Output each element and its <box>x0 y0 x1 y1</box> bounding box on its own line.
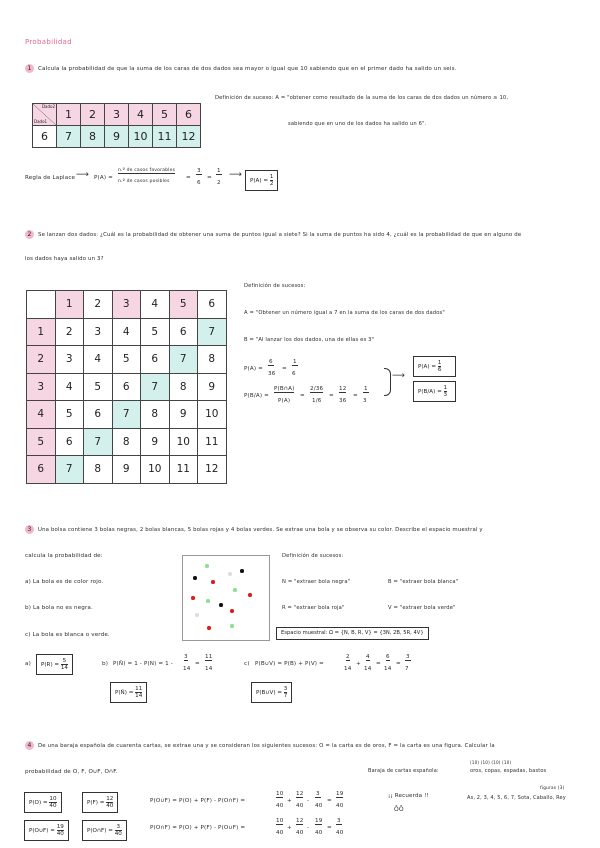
table-cell: 5 <box>112 346 141 374</box>
fraction-den: 7 <box>405 666 409 672</box>
table-corner-cell: Dado2 Dado1 <box>34 104 55 124</box>
figuras-label: figuras (3) <box>540 786 565 791</box>
fraction-num: 12 <box>339 386 347 392</box>
table-cell: 9 <box>112 456 141 484</box>
table-cell: 10 <box>169 428 198 456</box>
table-cell: 7 <box>141 373 170 401</box>
header-cell: 1 <box>57 104 81 126</box>
arrow-icon: ⟶ <box>76 170 89 180</box>
header-cell: 1 <box>55 291 84 319</box>
equals-sign: = <box>300 393 305 399</box>
table-cell: 8 <box>141 401 170 429</box>
table-cell: 12 <box>198 456 227 484</box>
black-ball <box>219 603 223 607</box>
table-cell: 8 <box>169 373 198 401</box>
problem-2-statement: 2 Se lanzan dos dados: ¿Cuál es la probabilidad de obtener una suma de puntos igual a siete? Si la suma de puntos ha sido 4, ¿cuál es la probabilidad de que en alguno de <box>25 230 521 239</box>
problem-3-item-b: b) La bola no es negra. <box>25 605 93 611</box>
p2-pba-lhs: P(B/A) = <box>244 393 269 399</box>
header-cell: 2 <box>81 104 105 126</box>
header-cell: 6 <box>198 291 227 319</box>
red-ball <box>211 580 215 584</box>
header-cell: 6 <box>177 104 201 126</box>
table-cell: 11 <box>198 428 227 456</box>
table-cell: 8 <box>198 346 227 374</box>
problem-number-badge: 1 <box>25 64 34 73</box>
answer-a-label: a) <box>25 661 31 667</box>
problem-2-statement-cont: los dados haya salido un 3? <box>25 256 104 262</box>
problem-3-statement: 3 Una bolsa contiene 3 bolas negras, 2 bolas blancas, 5 bolas rojas y 4 bolas verdes. Se extrae una bola y se observa su color. Describe el espacio muestral y <box>25 525 483 534</box>
fraction-den: 40 <box>315 803 323 809</box>
fraction-num: 2 <box>346 654 350 660</box>
fraction-num: 1 <box>364 386 368 392</box>
fraction-den: 3 <box>363 398 367 404</box>
problem-3-calc: calcula la probabilidad de: <box>25 553 103 559</box>
fraction-den: 14 <box>344 666 352 672</box>
table-cell: 2 <box>55 318 84 346</box>
equals-sign: = <box>327 798 332 804</box>
fraction-num: P(B∩A) <box>274 386 295 392</box>
header-cell: 2 <box>84 291 113 319</box>
header-cell: 3 <box>105 104 129 126</box>
answer-a-box: P(R) = $\frac{5}{14}$ <box>36 654 73 675</box>
fraction-den: 40 <box>315 830 323 836</box>
problem-3-item-a: a) La bola es de color rojo. <box>25 579 104 585</box>
corner-cell <box>27 291 56 319</box>
fraction-num: 19 <box>315 818 323 824</box>
table-cell: 7 <box>55 456 84 484</box>
table-cell: 6 <box>55 428 84 456</box>
problem-1-statement: 1 Calcula la probabilidad de que la suma de los caras de dos dados sea mayor o igual que 10 sabiendo que en el primer dado ha salido un seis. <box>25 64 457 73</box>
green-ball <box>230 624 234 628</box>
laplace-numerator: n.º de casos favorables <box>118 168 176 173</box>
green-ball <box>206 599 210 603</box>
fraction-num: 3 <box>337 818 341 824</box>
answer-b-label: b) <box>102 661 109 667</box>
table-cell: 5 <box>55 401 84 429</box>
table-cell: 7 <box>84 428 113 456</box>
fraction-den: 6 <box>292 371 296 377</box>
table-cell: 9 <box>141 428 170 456</box>
equals-sign: = <box>282 366 287 372</box>
fraction-num: 10 <box>276 791 284 797</box>
header-cell: 4 <box>141 291 170 319</box>
fraction-num: 3 <box>316 791 320 797</box>
fraction-den: 14 <box>205 666 213 672</box>
arrow-icon: ⟶ <box>392 371 405 381</box>
fraction-den: 40 <box>336 830 344 836</box>
fraction-den: 14 <box>384 666 392 672</box>
equals-sign: = <box>376 661 381 667</box>
p4-union-expression: P(O∪F) = P(O) + P(F) - P(O∩F) = <box>150 798 246 804</box>
row-label-cell: 5 <box>27 428 56 456</box>
problem-number-badge: 2 <box>25 230 34 239</box>
laplace-denominator: n.º de casos posibles <box>118 179 170 184</box>
fraction-den: 40 <box>336 803 344 809</box>
problem-4-statement: 4 De una baraja española de cuarenta cartas, se extrae una y se consideran los siguientes sucesos: O = la carta es de oros, F = la carta es una figura. Calcular la <box>25 741 495 750</box>
laplace-label: Regla de Laplace <box>25 175 76 181</box>
fraction-num: 6 <box>386 654 390 660</box>
problem-1-definition-cont: sabiendo que en uno de los dados ha salido un 6". <box>288 121 427 127</box>
table-cell: 4 <box>55 373 84 401</box>
minus-sign: - <box>307 825 310 831</box>
problem-3-item-c: c) La bola es blanca o verde. <box>25 632 110 638</box>
answer-b-box: P(N̄) = $\frac{11}{14}$ <box>110 682 147 703</box>
remember-note: ¡¡ Recuerda !! <box>388 793 429 799</box>
table-cell: 10 <box>198 401 227 429</box>
row-label-cell: 1 <box>27 318 56 346</box>
table-cell: 7 <box>198 318 227 346</box>
white-ball <box>228 572 232 576</box>
red-ball <box>230 609 234 613</box>
equals-sign: = <box>329 393 334 399</box>
equals-sign: = <box>195 661 200 667</box>
problem-2-def-title: Definición de sucesos: <box>244 283 306 289</box>
fraction-num: 12 <box>296 818 304 824</box>
p4-intersection-box: P(O∩F) = $\frac{3}{40}$ <box>82 820 127 841</box>
plus-sign: + <box>356 661 361 667</box>
table-cell: 5 <box>84 373 113 401</box>
fraction-den: 40 <box>276 803 284 809</box>
equals-sign: = <box>186 175 191 181</box>
table-cell: 8 <box>81 126 105 148</box>
table-cell: 6 <box>112 373 141 401</box>
answer-c-box: P(B∪V) = $\frac{3}{7}$ <box>251 682 292 703</box>
p2-pa-lhs: P(A) = <box>244 366 263 372</box>
fraction-den: 40 <box>276 830 284 836</box>
fraction-num: 11 <box>205 654 213 660</box>
problem-2-def-a: A = "Obtener un número igual a 7 en la suma de los caras de dos dados" <box>244 310 445 316</box>
minus-sign: - <box>307 798 310 804</box>
header-cell: 3 <box>112 291 141 319</box>
problem-1-definition: Definición de suceso: A = "obtener como resultado de la suma de los caras de dos dados un número ≥ 10, <box>215 95 509 101</box>
table-cell: 10 <box>141 456 170 484</box>
table-cell: 7 <box>112 401 141 429</box>
problem-1-result-box: P(A) = $\frac{1}{2}$ <box>245 170 278 191</box>
fraction-den: 14 <box>364 666 372 672</box>
fraction-den: 36 <box>268 371 276 377</box>
sample-space-box: Espacio muestral: Ω = {N, B, R, V} = {3N, 2B, 5R, 4V} <box>276 627 429 640</box>
p2-result-pba-box: P(B/A) = $\frac{1}{3}$ <box>413 381 456 402</box>
fraction-den: 40 <box>296 830 304 836</box>
problem-3-def-v: V = "extraer bola verde" <box>388 605 456 611</box>
fraction-num: 2/36 <box>310 386 324 392</box>
table-cell: 9 <box>105 126 129 148</box>
plus-sign: + <box>287 798 292 804</box>
fraction-den: 14 <box>183 666 191 672</box>
cartas-list: As, 2, 3, 4, 5, 6, 7, Sota, Caballo, Rey <box>467 795 566 801</box>
problem-number-badge: 4 <box>25 741 34 750</box>
palos-counts: (10) (10) (10) (10) <box>470 760 512 765</box>
fraction-den: 2 <box>217 180 221 186</box>
fraction-num: 4 <box>366 654 370 660</box>
eyes-icon: ÔÔ <box>394 806 404 813</box>
palos-list: oros, copas, espadas, bastos <box>470 768 547 774</box>
problem-2-table <box>26 290 227 484</box>
plus-sign: + <box>287 825 292 831</box>
fraction-num: 3 <box>184 654 188 660</box>
answer-c-label: c) <box>244 661 250 667</box>
table-cell: 3 <box>84 318 113 346</box>
fraction-num: 12 <box>296 791 304 797</box>
table-cell: 7 <box>57 126 81 148</box>
row-label-cell: 4 <box>27 401 56 429</box>
problem-3-def-title: Definición de sucesos: <box>282 553 344 559</box>
table-cell: 6 <box>141 346 170 374</box>
fraction-den: 40 <box>296 803 304 809</box>
table-cell: 4 <box>112 318 141 346</box>
row-label-cell: 6 <box>27 456 56 484</box>
table-cell: 10 <box>129 126 153 148</box>
p4-pf-box: P(F) = $\frac{12}{40}$ <box>82 792 118 813</box>
black-ball <box>240 569 244 573</box>
fraction-num: 1 <box>217 168 221 174</box>
equals-sign: = <box>353 393 358 399</box>
p4-union-box: P(O∪F) = $\frac{19}{40}$ <box>24 820 69 841</box>
header-cell: 5 <box>153 104 177 126</box>
row-label-cell: 6 <box>33 126 57 148</box>
table-cell: 7 <box>169 346 198 374</box>
red-ball <box>207 626 211 630</box>
brace-shape <box>384 368 391 396</box>
table-cell: 6 <box>169 318 198 346</box>
equals-sign: = <box>396 661 401 667</box>
fraction-num: 19 <box>336 791 344 797</box>
table-cell: 4 <box>84 346 113 374</box>
page-title: Probabilidad <box>25 38 72 46</box>
fraction-num: 6 <box>269 359 273 365</box>
problem-2-def-b: B = "Al lanzar los dos dados, una de ellas es 3" <box>244 337 375 343</box>
table-cell: 11 <box>169 456 198 484</box>
table-cell: 9 <box>198 373 227 401</box>
fraction-den: 36 <box>339 398 347 404</box>
equals-sign: = <box>327 825 332 831</box>
red-ball <box>248 593 252 597</box>
bag-illustration <box>182 555 270 641</box>
equals-sign: = <box>207 175 212 181</box>
problem-1-table <box>32 103 201 148</box>
black-ball <box>193 576 197 580</box>
green-ball <box>233 588 237 592</box>
row-label-cell: 2 <box>27 346 56 374</box>
table-cell: 3 <box>55 346 84 374</box>
white-ball <box>195 613 199 617</box>
problem-3-def-b: B = "extraer bola blanca" <box>388 579 459 585</box>
red-ball <box>191 596 195 600</box>
row-label-cell: 3 <box>27 373 56 401</box>
header-cell: 5 <box>169 291 198 319</box>
table-cell: 12 <box>177 126 201 148</box>
fraction-den: 1/6 <box>312 398 322 404</box>
answer-b-expression: P(N̄) = 1 - P(N) = 1 - <box>113 661 173 667</box>
p4-intersection-expression: P(O∩F) = P(O) + P(F) - P(O∪F) = <box>150 825 246 831</box>
fraction-den: 6 <box>197 180 201 186</box>
fraction-num: 1 <box>293 359 297 365</box>
table-cell: 5 <box>141 318 170 346</box>
table-cell: 11 <box>153 126 177 148</box>
table-cell: 8 <box>84 456 113 484</box>
laplace-pa: P(A) = <box>94 175 113 181</box>
table-cell: 8 <box>112 428 141 456</box>
arrow-icon: ⟶ <box>229 170 242 180</box>
problem-number-badge: 3 <box>25 525 34 534</box>
fraction-num: 3 <box>197 168 201 174</box>
problem-3-def-n: N = "extraer bola negra" <box>282 579 351 585</box>
problem-4-statement-cont: probabilidad de O, F, O∪F, O∩F. <box>25 769 118 775</box>
baraja-label: Baraja de cartas española: <box>368 768 439 774</box>
green-ball <box>205 564 209 568</box>
p2-result-pa-box: P(A) = $\frac{1}{6}$ <box>413 356 456 377</box>
problem-3-def-r: R = "extraer bola roja" <box>282 605 345 611</box>
fraction-num: 3 <box>406 654 410 660</box>
table-cell: 9 <box>169 401 198 429</box>
answer-c-expression: P(B∪V) = P(B) + P(V) = <box>255 661 324 667</box>
table-cell: 6 <box>84 401 113 429</box>
p4-po-box: P(O) = $\frac{10}{40}$ <box>24 792 62 813</box>
fraction-den: P(A) <box>278 398 291 404</box>
fraction-num: 10 <box>276 818 284 824</box>
header-cell: 4 <box>129 104 153 126</box>
